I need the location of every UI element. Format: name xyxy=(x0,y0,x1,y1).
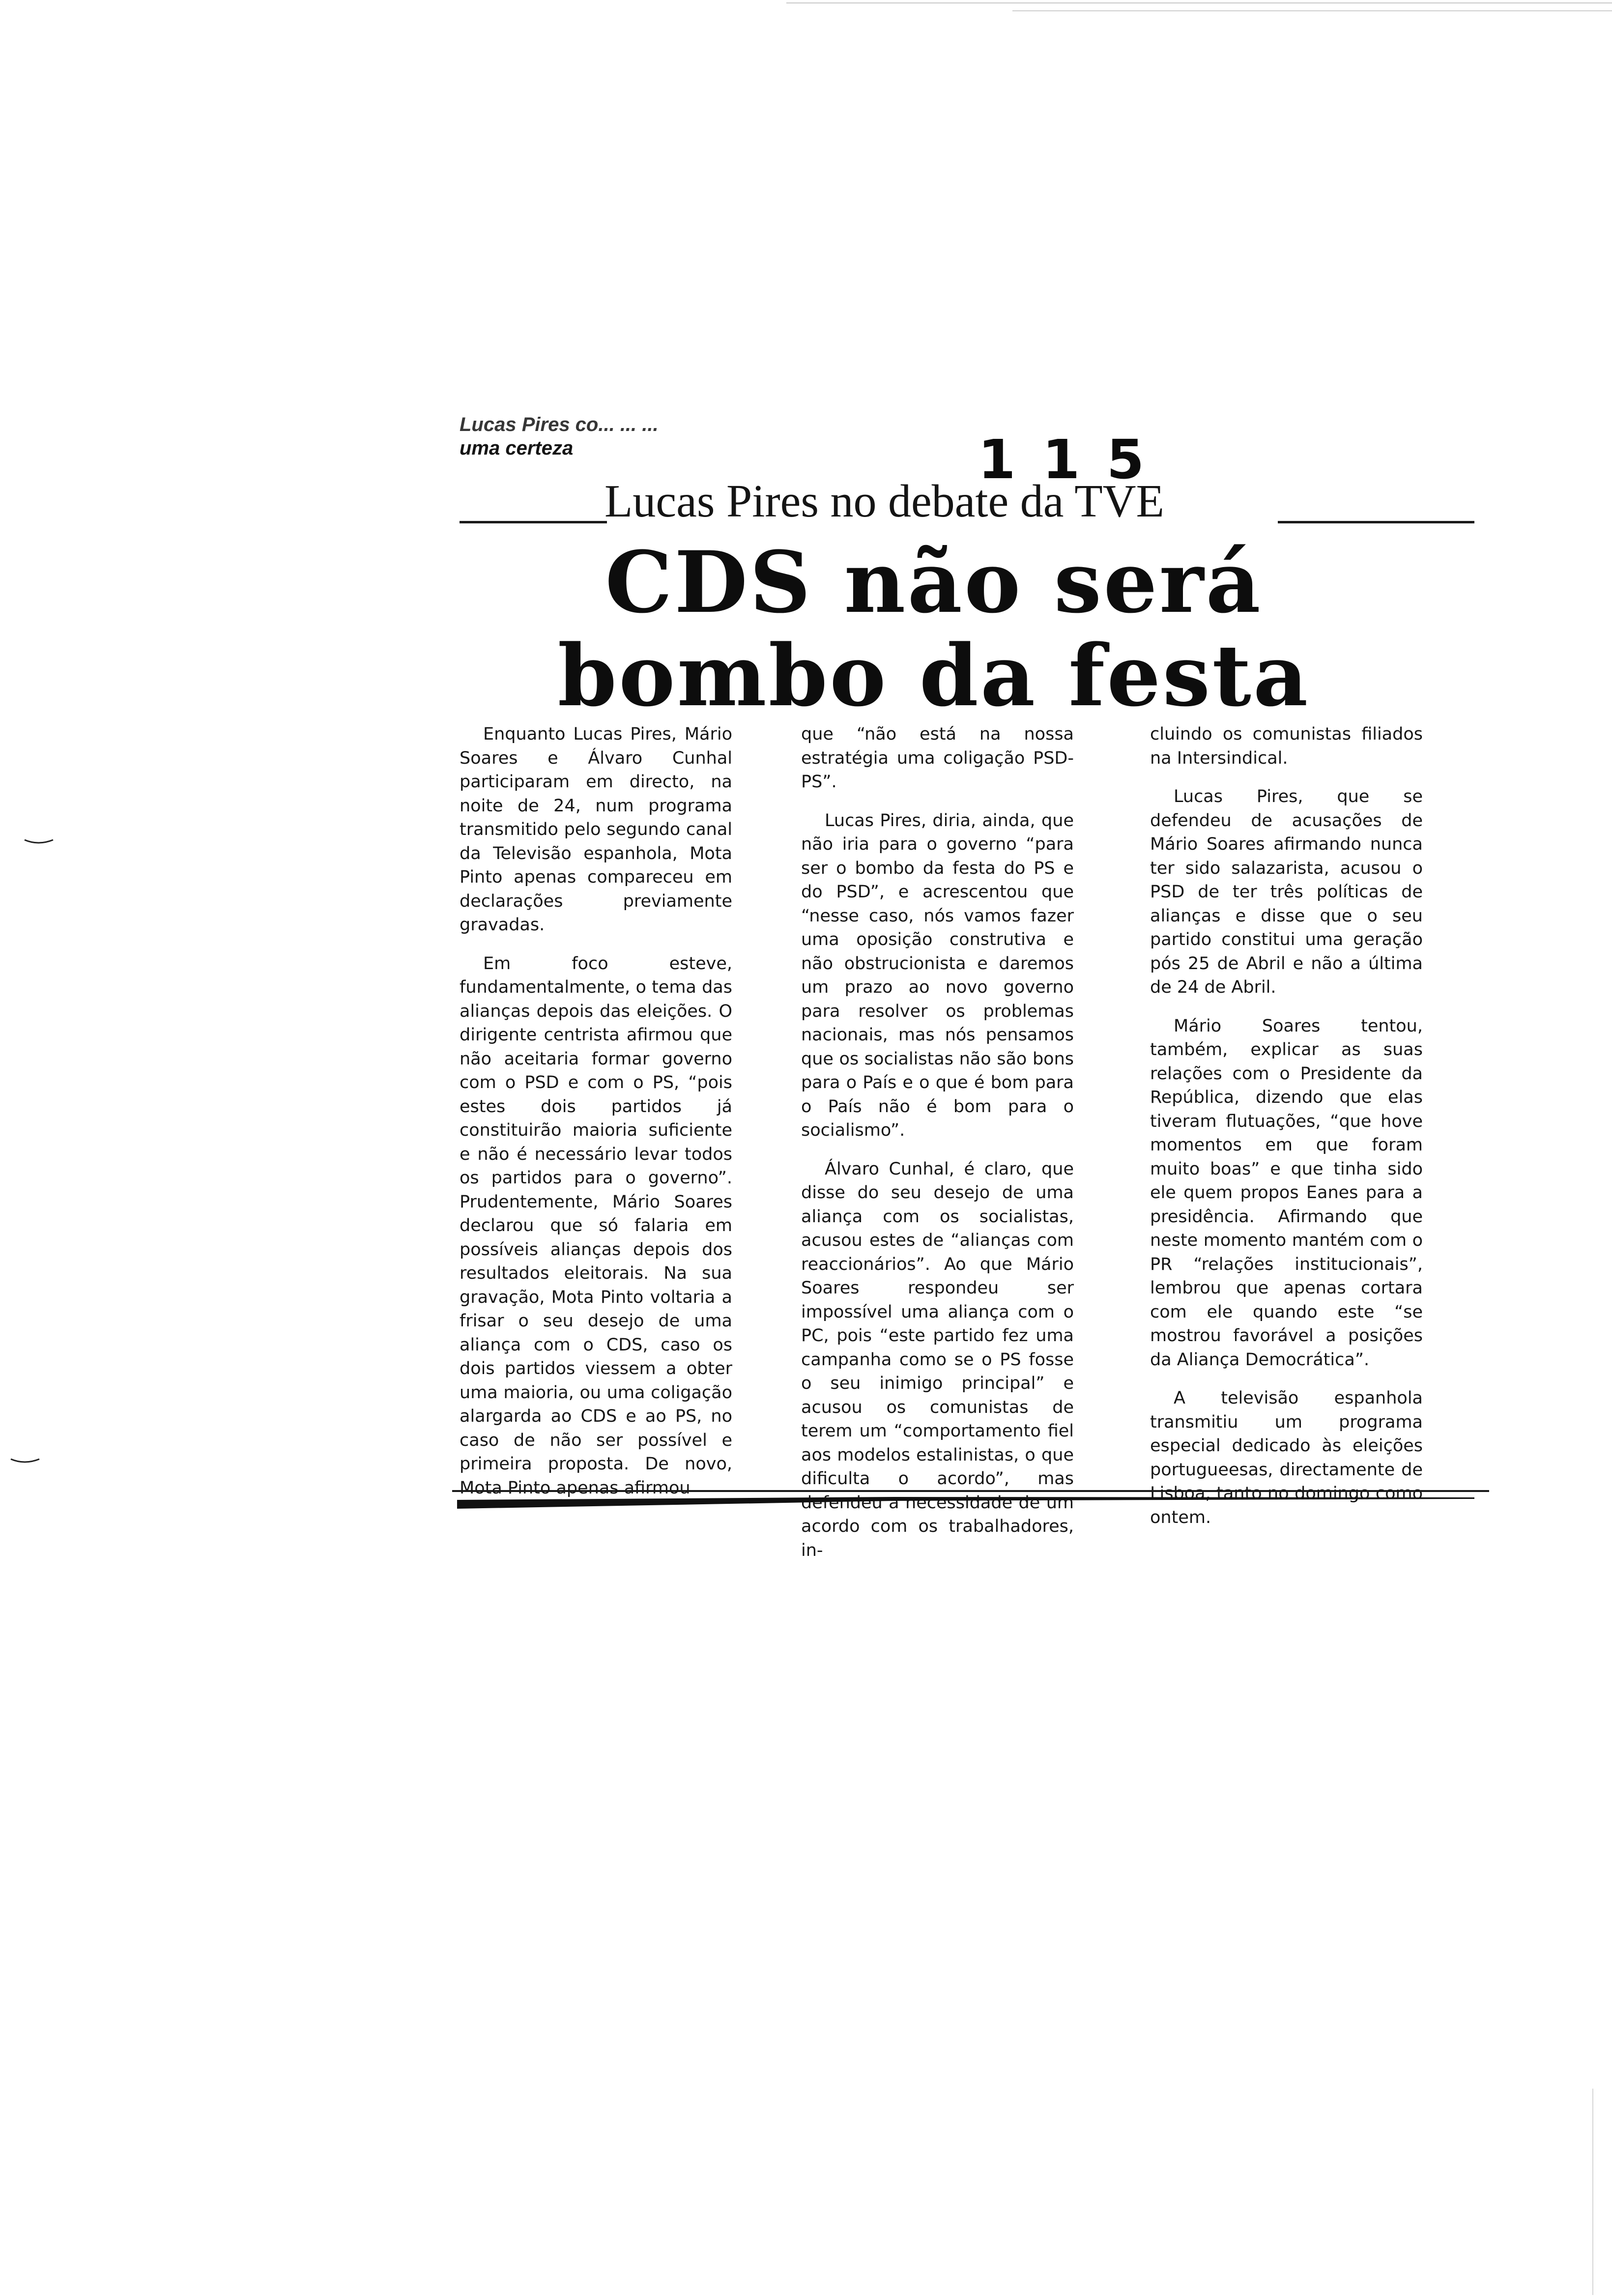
paragraph: Álvaro Cunhal, é claro, que disse do seu desejo de uma aliança com os socialistas, acusou estes de “alianças com reaccionários”. Ao que Mário Soares respondeu ser impossível uma aliança com o PC, pois “este partido fez uma campanha como se o PS fosse o seu inimigo principal” e acusou os comunistas de terem um “comportamento fiel aos modelos estalinistas, o que dificulta o acordo”, mas defendeu a necessidade de um acordo com os trabalhadores, in- xyxy=(801,1159,1074,1560)
kicker xyxy=(460,413,659,460)
article-column-1 xyxy=(460,722,732,1515)
subhead-rule-right xyxy=(1278,521,1474,523)
subheadline: Lucas Pires no debate da TVE xyxy=(604,476,1164,527)
scan-edge-line xyxy=(1592,2089,1593,2295)
paragraph: Em foco esteve, fundamentalmente, o tema das alianças depois das eleições. O dirigente centrista afirmou que não aceitaria formar governo com o PSD e com o PS, “pois estes dois partidos já constituirão maioria suficiente e não é necessário levar todos os partidos para o governo”. Prudentemente, Mário Soares declarou que só falaria em possíveis alianças depois dos resultados eleitorais. Na sua gravação, Mota Pinto voltaria a frisar o seu desejo de uma aliança com o CDS, caso os dois partidos viessem a obter uma maioria, ou uma coligação alargarda ao CDS e ao PS, no caso de não ser possível e primeira proposta. De novo, Mota Pinto apenas afirmou xyxy=(460,953,732,1498)
article-column-3 xyxy=(1150,722,1423,1544)
paragraph: Lucas Pires, diria, ainda, que não iria para o governo “para ser o bombo da festa do PS e do PSD”, e acrescentou que “nesse caso, nós vamos fazer uma oposição construtiva e não obstrucionista e daremos um prazo ao novo governo para resolver os problemas nacionais, mas nós pensamos que os socialistas não são bons para o País e o que é bom para o País não é bom para o socialismo”. xyxy=(801,810,1074,1140)
paragraph: cluindo os comunistas filiados na Intersindical. xyxy=(1150,724,1423,768)
handwritten-mark: 1 1 5 xyxy=(978,428,1149,491)
bottom-rule xyxy=(452,1484,1489,1514)
kicker-line-1: Lucas Pires co... ... ... xyxy=(460,414,659,435)
paragraph: Mário Soares tentou, também, explicar as suas relações com o Presidente da República, dizendo que elas tiveram flutuações, “que hove momentos em que foram muito boas” e que tinha sido ele quem propos Eanes para a presidência. Afirmando que neste momento mantém com o PR “relações institucionais”, lembrou que apenas cortara com ele quando este “se mostrou favorável a posições da Aliança Democrática”. xyxy=(1150,1016,1423,1370)
subhead-rule-left xyxy=(460,521,607,523)
headline-line-2: bombo da festa xyxy=(557,626,1310,725)
kicker-line-2: uma certeza xyxy=(460,437,574,459)
scan-edge-lines xyxy=(0,0,1612,15)
margin-mark-upper xyxy=(24,838,54,846)
headline xyxy=(541,532,1327,725)
margin-mark-lower xyxy=(10,1457,40,1465)
paragraph: Lucas Pires, que se defendeu de acusações de Mário Soares afirmando nunca ter sido salazarista, acusou o PSD de ter três políticas de alianças e disse que o seu partido constitui uma geração pós 25 de Abril e não a última de 24 de Abril. xyxy=(1150,787,1423,997)
paragraph: Enquanto Lucas Pires, Mário Soares e Álvaro Cunhal participaram em directo, na noite de 24, num programa transmitido pelo segundo canal da Televisão espanhola, Mota Pinto apenas compareceu em declarações previamente gravadas. xyxy=(460,724,732,935)
paragraph: A televisão espanhola transmitiu um programa especial dedicado às eleições portugueesas, directamente de Lisboa, tanto no domingo como ontem. xyxy=(1150,1388,1423,1527)
paragraph: que “não está na nossa estratégia uma coligação PSD-PS”. xyxy=(801,724,1074,792)
headline-line-1: CDS não será xyxy=(605,532,1263,632)
article-column-2 xyxy=(801,722,1074,1577)
